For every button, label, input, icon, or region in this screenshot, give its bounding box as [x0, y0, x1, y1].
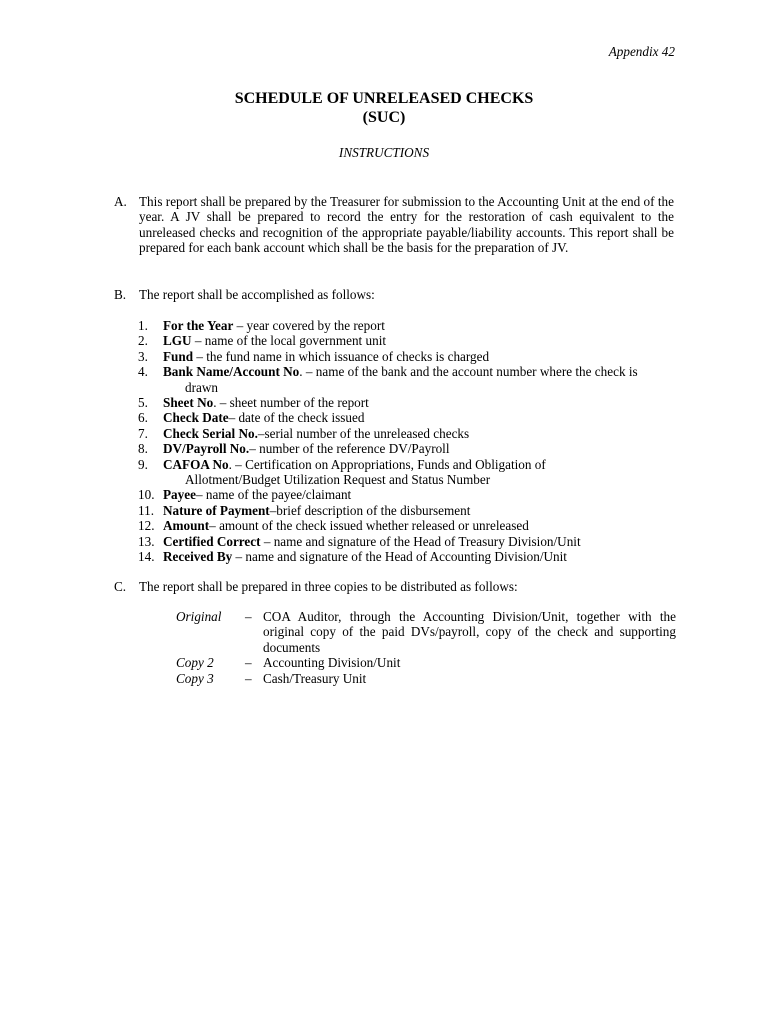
list-item	[138, 349, 674, 364]
list-item	[138, 487, 674, 502]
item-desc: . – Certification on Appropriations, Funds and Obligation of	[228, 456, 546, 472]
section-c	[114, 579, 674, 594]
title-line-1: SCHEDULE OF UNRELEASED CHECKS	[234, 90, 534, 107]
list-item	[138, 457, 674, 488]
list-item	[138, 518, 674, 533]
instructions-heading: INSTRUCTIONS	[338, 145, 430, 160]
copy-dash: –	[245, 609, 252, 624]
copy-label: Copy 2	[176, 655, 214, 671]
item-number: 8.	[138, 441, 148, 457]
item-number: 3.	[138, 348, 148, 364]
item-term: CAFOA No	[163, 456, 229, 472]
section-a	[114, 194, 674, 256]
distribution-row	[176, 609, 676, 655]
list-item	[138, 318, 674, 333]
item-number: 2.	[138, 333, 148, 349]
item-desc: . – sheet number of the report	[213, 395, 369, 411]
distribution-row	[176, 655, 676, 670]
item-desc: – year covered by the report	[233, 318, 385, 333]
item-term: Fund	[163, 348, 194, 364]
item-desc-continued: drawn	[185, 379, 218, 395]
item-desc: – name and signature of the Head of Accounting Division/Unit	[232, 549, 567, 565]
item-number: 5.	[138, 395, 148, 411]
list-item	[138, 441, 674, 456]
list-item	[138, 410, 674, 425]
item-term: Payee	[163, 487, 196, 503]
section-b-letter: B.	[114, 287, 127, 302]
copy-recipient: Cash/Treasury Unit	[263, 670, 367, 686]
item-number: 7.	[138, 425, 148, 441]
item-desc: – name of the payee/claimant	[195, 487, 352, 503]
item-desc: –serial number of the unreleased checks	[257, 425, 470, 441]
list-item	[138, 503, 674, 518]
item-term: Received By	[163, 549, 233, 565]
item-term: Amount	[163, 518, 210, 534]
item-desc: . – name of the bank and the account number where the check is	[299, 364, 638, 380]
list-item	[138, 333, 674, 348]
copy-recipient: COA Auditor, through the Accounting Division/Unit, together with the original copy of the paid DVs/payroll, copy of the check and supporting documents	[263, 609, 676, 655]
item-term: LGU	[163, 333, 192, 349]
section-b-text: The report shall be accomplished as follows:	[139, 287, 375, 302]
copy-label: Original	[176, 609, 222, 624]
item-number: 13.	[138, 533, 155, 549]
item-term: Sheet No	[163, 395, 214, 411]
item-term: Check Date	[163, 410, 229, 426]
item-term: For the Year	[163, 318, 234, 333]
list-item	[138, 549, 674, 564]
item-term: Nature of Payment	[163, 502, 270, 518]
item-desc: – amount of the check issued whether released or unreleased	[209, 518, 529, 534]
list-item	[138, 364, 674, 395]
list-item	[138, 395, 674, 410]
item-desc: – name of the local government unit	[191, 333, 387, 349]
item-number: 11.	[138, 502, 154, 518]
copy-dash: –	[245, 655, 252, 671]
distribution-row	[176, 671, 676, 686]
field-instructions-list	[138, 318, 674, 565]
copy-recipient: Accounting Division/Unit	[263, 655, 401, 671]
distribution-list	[176, 609, 676, 686]
list-item	[138, 534, 674, 549]
title-line-2: (SUC)	[362, 109, 406, 126]
item-number: 9.	[138, 456, 148, 472]
item-number: 12.	[138, 518, 155, 534]
item-desc-continued: Allotment/Budget Utilization Request and Status Number	[185, 472, 491, 488]
item-number: 10.	[138, 487, 155, 503]
copy-label: Copy 3	[176, 670, 214, 686]
appendix-label: Appendix 42	[608, 44, 675, 59]
section-a-letter: A.	[114, 194, 127, 209]
section-b	[114, 287, 674, 302]
item-number: 6.	[138, 410, 148, 426]
copy-dash: –	[245, 670, 252, 686]
section-c-text: The report shall be prepared in three copies to be distributed as follows:	[139, 579, 518, 594]
item-number: 1.	[138, 318, 148, 333]
section-c-letter: C.	[114, 579, 127, 594]
item-term: DV/Payroll No.	[163, 441, 250, 457]
item-term: Bank Name/Account No	[163, 364, 300, 380]
item-desc: – the fund name in which issuance of checks is charged	[193, 348, 490, 364]
item-desc: – number of the reference DV/Payroll	[249, 441, 450, 457]
document-title	[0, 89, 768, 127]
list-item	[138, 426, 674, 441]
item-desc: – date of the check issued	[228, 410, 365, 426]
item-desc: – name and signature of the Head of Treasury Division/Unit	[260, 533, 581, 549]
item-term: Certified Correct	[163, 533, 261, 549]
item-number: 14.	[138, 549, 155, 565]
item-term: Check Serial No.	[163, 425, 258, 441]
section-a-text: This report shall be prepared by the Treasurer for submission to the Accounting Unit at the end of the year. A JV shall be prepared to record the entry for the restoration of cash equivalent to the unreleased checks and recognition of the appropriate payable/liability accounts. This report shall be prepared for each bank account which shall be the basis for the preparation of JV.	[139, 194, 674, 256]
item-number: 4.	[138, 364, 148, 380]
item-desc: –brief description of the disbursement	[269, 502, 471, 518]
